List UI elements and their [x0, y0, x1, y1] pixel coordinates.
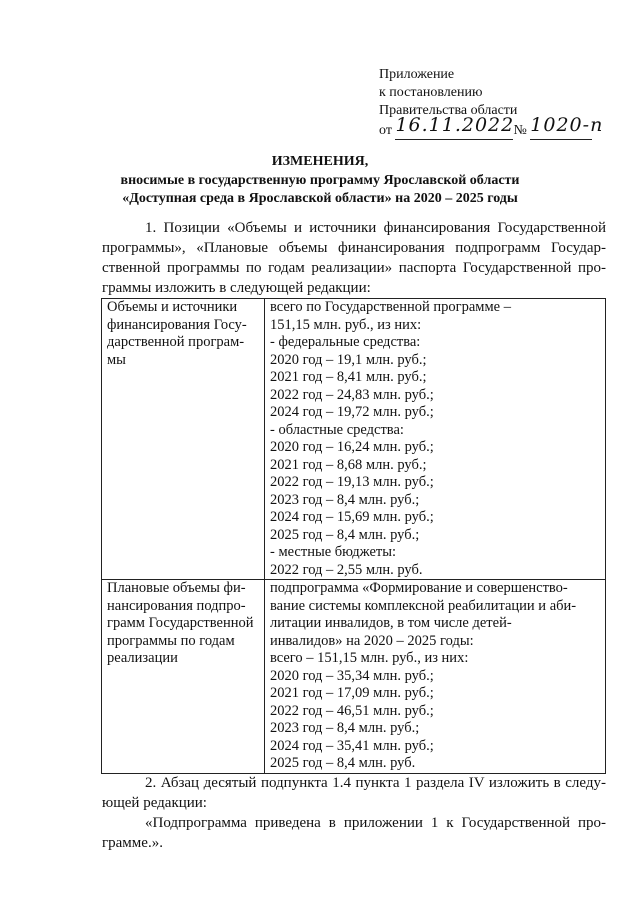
label-line: грамм Государственной: [107, 615, 254, 631]
appendix-block: [379, 66, 604, 140]
label-line: Плановые объемы фи-: [107, 580, 246, 596]
paragraph-1-line: ственной программы по годам реализации» паспорта Государственной про-: [102, 260, 606, 276]
label-line: нансирования подпро-: [107, 597, 246, 614]
value-line: 2021 год – 8,41 млн. руб.;: [270, 369, 427, 385]
value-line: инвалидов» на 2020 – 2025 годы:: [270, 632, 474, 649]
paragraph-2-line: 2. Абзац десятый подпункта 1.4 пункта 1 раздела IV изложить в следу-: [145, 775, 606, 791]
number-sign: №: [513, 123, 527, 138]
value-line: всего – 151,15 млн. руб., из них:: [270, 650, 469, 666]
label-line: мы: [107, 351, 126, 368]
appendix-line-3: Правительства области: [379, 103, 518, 118]
value-line: подпрограмма «Формирование и совершенство-: [270, 580, 568, 596]
date-prefix: от: [379, 123, 392, 138]
value-line: 2024 год – 15,69 млн. руб.;: [270, 509, 434, 525]
table-row: [102, 299, 606, 580]
value-line: 2021 год – 17,09 млн. руб.;: [270, 685, 434, 701]
document-subtitle-line-1: вносимые в государственную программу Ярославской области: [120, 173, 520, 188]
value-line: 151,15 млн. руб., из них:: [270, 316, 422, 333]
value-line: литации инвалидов, в том числе детей-: [270, 615, 512, 631]
value-line: всего по Государственной программе –: [270, 299, 511, 315]
paragraph-2-line: ющей редакции:: [102, 795, 207, 811]
paragraph-1-line: 1. Позиции «Объемы и источники финансирования Государственной: [145, 220, 606, 236]
value-line: 2024 год – 19,72 млн. руб.;: [270, 404, 434, 420]
value-line: 2022 год – 24,83 млн. руб.;: [270, 386, 434, 403]
paragraph-1-line: граммы изложить в следующей редакции:: [102, 280, 371, 296]
handwritten-number: 1020-п: [530, 114, 604, 136]
paragraph-3-line: «Подпрограмма приведена в приложении 1 к Государственной про-: [145, 815, 606, 831]
label-line: реализации: [107, 650, 178, 666]
row-label-planned-subprogram-funding: [102, 580, 265, 774]
value-line: 2020 год – 16,24 млн. руб.;: [270, 439, 434, 455]
value-line: 2022 год – 46,51 млн. руб.;: [270, 702, 434, 719]
value-line: 2023 год – 8,4 млн. руб.;: [270, 720, 420, 736]
document-subtitle-line-2: «Доступная среда в Ярославской области» на 2020 – 2025 годы: [122, 191, 518, 206]
date-field: [395, 114, 515, 140]
value-line: вание системы комплексной реабилитации и аби-: [270, 597, 577, 614]
value-line: 2023 год – 8,4 млн. руб.;: [270, 491, 420, 508]
row-label-funding-sources: [102, 299, 265, 580]
row-value-planned-subprogram-funding: [265, 580, 606, 774]
label-line: программы по годам: [107, 632, 235, 649]
label-line: дарственной програм-: [107, 334, 245, 350]
appendix-line-1: Приложение: [379, 67, 455, 82]
handwritten-date: 16.11.2022: [395, 114, 515, 136]
appendix-date-line: [379, 114, 604, 140]
document-title: ИЗМЕНЕНИЯ,: [271, 154, 369, 169]
value-line: 2021 год – 8,68 млн. руб.;: [270, 456, 427, 473]
label-line: Объемы и источники: [107, 299, 238, 315]
appendix-line-2: к постановлению: [379, 85, 483, 100]
paragraph-3: [102, 813, 606, 853]
value-line: 2022 год – 2,55 млн. руб.: [270, 561, 423, 578]
paragraph-2: [102, 773, 606, 813]
value-line: - федеральные средства:: [270, 334, 421, 350]
passport-table: [101, 298, 606, 774]
number-field: [530, 114, 604, 140]
paragraph-1: [102, 218, 606, 298]
value-line: 2025 год – 8,4 млн. руб.: [270, 755, 416, 771]
table-row: [102, 580, 606, 774]
paragraph-1-line: программы», «Плановые объемы финансирования подпрограмм Государ-: [102, 240, 606, 256]
value-line: 2020 год – 35,34 млн. руб.;: [270, 667, 434, 684]
value-line: - местные бюджеты:: [270, 544, 396, 560]
paragraph-3-line: грамме.».: [102, 835, 163, 851]
label-line: финансирования Госу-: [107, 316, 247, 333]
value-line: 2022 год – 19,13 млн. руб.;: [270, 474, 434, 490]
value-line: 2020 год – 19,1 млн. руб.;: [270, 351, 427, 368]
value-line: 2025 год – 8,4 млн. руб.;: [270, 526, 420, 543]
row-value-funding-sources: [265, 299, 606, 580]
value-line: - областные средства:: [270, 421, 404, 438]
value-line: 2024 год – 35,41 млн. руб.;: [270, 737, 434, 754]
